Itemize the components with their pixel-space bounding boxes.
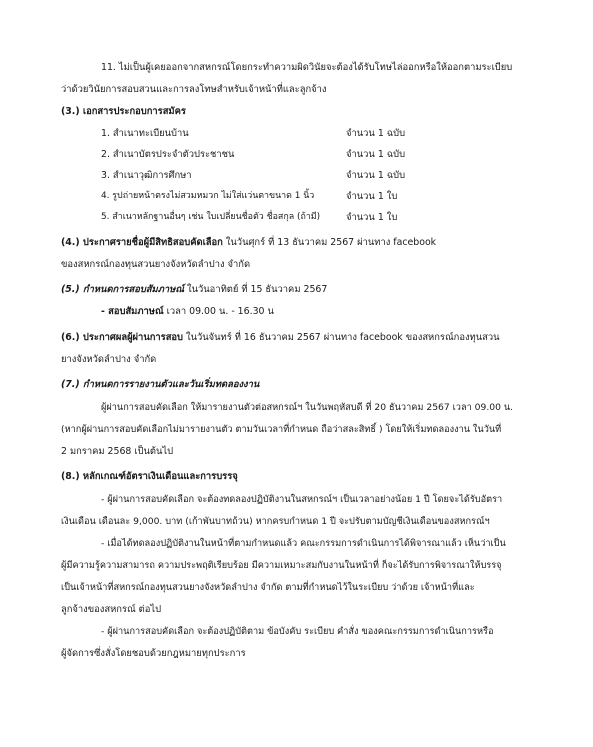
document-list-item-5: 5. สำเนาหลักฐานอื่นๆ เช่น ใบเปลี่ยนชื่อตัว ชื่อสกุล (ถ้ามี) xyxy=(101,212,321,222)
section-8-c-line-2: ผู้จัดการซึ่งสั่งโดยชอบด้วยกฎหมายทุกประการ xyxy=(61,648,246,659)
section-8-b-line-3: เป็นเจ้าหน้าที่สหกรณ์กองทุนสวนยางจังหวัดลำปาง จำกัด ตามที่กำหนดไว้ในระเบียบ ว่าด้วย เจ้าหน้าที่และ xyxy=(61,582,475,593)
section-4-text: ในวันศุกร์ ที่ 13 ธันวาคม 2567 ผ่านทาง facebook xyxy=(222,237,437,248)
document-list-item-2: 2. สำเนาบัตรประจำตัวประชาชน xyxy=(101,149,235,160)
document-list-item-1: 1. สำเนาทะเบียนบ้าน xyxy=(101,128,189,139)
document-list-item-1-qty: จำนวน 1 ฉบับ xyxy=(346,128,406,139)
interview-time: เวลา 09.00 น. - 16.30 น xyxy=(163,306,274,317)
section-5-line-1 xyxy=(61,283,327,296)
section-4-line-2: ของสหกรณ์กองทุนสวนยางจังหวัดลำปาง จำกัด xyxy=(61,259,251,270)
section-6-line-2: ยางจังหวัดลำปาง จำกัด xyxy=(61,354,157,365)
document-list-item-4-qty: จำนวน 1 ใบ xyxy=(346,191,398,202)
section-5-line-2 xyxy=(101,305,274,318)
section-8-c-line-1: - ผู้ผ่านการสอบคัดเลือก จะต้องปฏิบัติตาม ข้อบังคับ ระเบียบ คำสั่ง ของคณะกรรมการดำเนินการหรือ xyxy=(101,626,494,637)
interview-label: - สอบสัมภาษณ์ xyxy=(101,306,164,317)
item-11-line-1: 11. ไม่เป็นผู้เคยออกจากสหกรณ์โดยกระทำความผิดวินัยจะต้องได้รับโทษไล่ออกหรือให้ออกตามระเบียบ xyxy=(101,62,513,73)
section-5-heading: (5.) กำหนดการสอบสัมภาษณ์ xyxy=(61,284,185,295)
section-8-b-line-4: ลูกจ้างของสหกรณ์ ต่อไป xyxy=(61,604,162,615)
section-6-heading: (6.) ประกาศผลผู้ผ่านการสอบ xyxy=(61,332,184,343)
section-4-heading: (4.) ประกาศรายชื่อผู้มีสิทธิสอบคัดเลือก xyxy=(61,237,223,248)
section-5-text: ในวันอาทิตย์ ที่ 15 ธันวาคม 2567 xyxy=(184,284,328,295)
document-list-item-2-qty: จำนวน 1 ฉบับ xyxy=(346,149,406,160)
section-8-b-line-2: ผู้มีความรู้ความสามารถ ความประพฤติเรียบร้อย มีความเหมาะสมกับงานในหน้าที่ ก็จะได้รับการพิจารณาให้บรรจุ xyxy=(61,560,502,571)
section-8-a-line-1: - ผู้ผ่านการสอบคัดเลือก จะต้องทดลองปฏิบัติงานในสหกรณ์ฯ เป็นเวลาอย่างน้อย 1 ปี โดยจะได้รับอัตรา xyxy=(101,494,503,505)
section-8-heading: (8.) หลักเกณฑ์อัตราเงินเดือนและการบรรจุ xyxy=(61,471,238,482)
section-3-heading: (3.) เอกสารประกอบการสมัคร xyxy=(61,106,186,117)
document-list-item-5-qty: จำนวน 1 ใบ xyxy=(346,212,398,223)
section-4-line-1 xyxy=(61,236,436,249)
document-list-item-3-qty: จำนวน 1 ฉบับ xyxy=(346,170,406,181)
section-7-line-1: ผู้ผ่านการสอบคัดเลือก ให้มารายงานตัวต่อสหกรณ์ฯ ในวันพฤหัสบดี ที่ 20 ธันวาคม 2567 เวลา 09.00 น. xyxy=(101,402,514,413)
document-list-item-4: 4. รูปถ่ายหน้าตรงไม่สวมหมวก ไม่ใส่แว่นตาขนาด 1 นิ้ว xyxy=(101,191,315,201)
section-7-heading: (7.) กำหนดการรายงานตัวและวันเริ่มทดลองงาน xyxy=(61,379,260,390)
section-6-text: ในวันจันทร์ ที่ 16 ธันวาคม 2567 ผ่านทาง facebook ของสหกรณ์กองทุนสวน xyxy=(183,332,500,343)
document-list-item-3: 3. สำเนาวุฒิการศึกษา xyxy=(101,170,192,181)
section-7-line-2: (หากผู้ผ่านการสอบคัดเลือกไม่มารายงานตัว ตามวันเวลาที่กำหนด ถือว่าสละสิทธิ์ ) โดยให้เริ่มทดลองงาน ในวันที่ xyxy=(61,424,502,435)
section-8-b-line-1: - เมื่อได้ทดลองปฏิบัติงานในหน้าที่ตามกำหนดแล้ว คณะกรรมการดำเนินการได้พิจารณาแล้ว เห็นว่าเป็น xyxy=(101,538,506,549)
section-6-line-1 xyxy=(61,331,500,344)
item-11-line-2: ว่าด้วยวินัยการสอบสวนและการลงโทษสำหรับเจ้าหน้าที่และลูกจ้าง xyxy=(61,84,327,95)
section-7-line-3: 2 มกราคม 2568 เป็นต้นไป xyxy=(61,446,174,457)
section-8-a-line-2: เงินเดือน เดือนละ 9,000. บาท (เก้าพันบาทถ้วน) หากครบกำหนด 1 ปี จะปรับตามบัญชีเงินเดือนของสหกรณ์ฯ xyxy=(61,516,490,527)
